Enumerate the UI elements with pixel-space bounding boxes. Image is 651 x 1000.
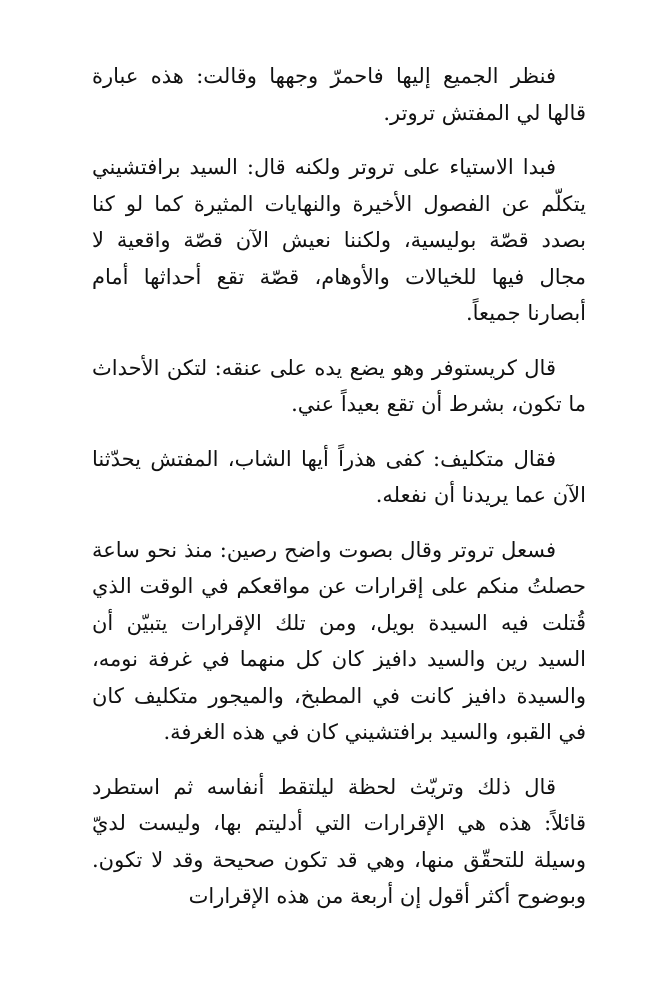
paragraph: فبدا الاستياء على تروتر ولكنه قال: السيد برافتشيني يتكلّم عن الفصول الأخيرة والنهايات المثيرة كما لو كنا بصدد قصّة بوليسية، ولكننا نعيش الآن قصّة واقعية لا مجال فيها للخيالات والأوهام، قصّة تقع أحداثها أمام أبصارنا جميعاً. <box>92 155 586 325</box>
paragraph: فسعل تروتر وقال بصوت واضح رصين: منذ نحو ساعة حصلتُ منكم على إقرارات عن مواقعكم في الوقت الذي قُتلت فيه السيدة بويل، ومن تلك الإقرارات يتبيّن أن السيد رين والسيد دافيز كان كل منهما في غرفة نومه، والسيدة دافيز كانت في المطبخ، والميجور متكليف كان في القبو، والسيد برافتشيني كان في هذه الغرفة. <box>92 537 586 744</box>
paragraph: فنظر الجميع إليها فاحمرّ وجهها وقالت: هذه عبارة قالها لي المفتش تروتر. <box>92 64 586 125</box>
book-page <box>92 58 586 915</box>
paragraph: قال كريستوفر وهو يضع يده على عنقه: لتكن الأحداث ما تكون، بشرط أن تقع بعيداً عني. <box>92 355 586 416</box>
paragraph: قال ذلك وتريّث لحظة ليلتقط أنفاسه ثم استطرد قائلاً: هذه هي الإقرارات التي أدليتم بها، وليست لديّ وسيلة للتحقّق منها، وهي قد تكون صحيحة وقد لا تكون. وبوضوح أكثر أقول إن أربعة من هذه الإقرارات <box>92 774 586 908</box>
paragraph: فقال متكليف: كفى هذراً أيها الشاب، المفتش يحدّثنا الآن عما يريدنا أن نفعله. <box>92 446 586 507</box>
